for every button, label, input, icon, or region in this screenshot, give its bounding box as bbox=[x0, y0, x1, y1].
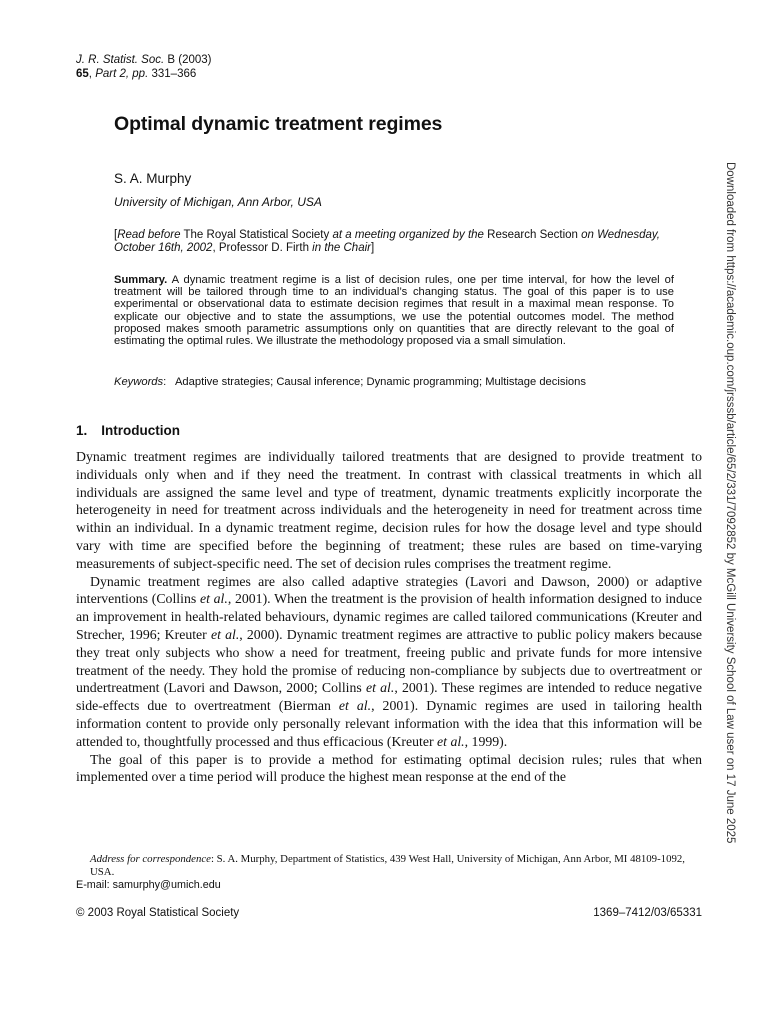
journal-pages: 331–366 bbox=[151, 68, 197, 80]
journal-volume: 65 bbox=[76, 68, 89, 80]
author-affiliation: University of Michigan, Ann Arbor, USA bbox=[114, 195, 322, 209]
journal-part: Part 2, bbox=[95, 68, 130, 80]
keywords bbox=[114, 376, 674, 389]
abstract bbox=[114, 274, 674, 347]
paragraph-3: The goal of this paper is to provide a method for estimating optimal decision rules; rules that when implemented over a time period will produce the highest mean response at the end of the bbox=[76, 751, 702, 785]
section-title: Introduction bbox=[101, 423, 180, 438]
footnote-email[interactable]: E-mail: samurphy@umich.edu bbox=[76, 878, 221, 891]
footnote-address bbox=[76, 853, 702, 879]
download-notice[interactable]: Downloaded from https://academic.oup.com/jrsssb/article/65/2/331/7092852 by McGill University School of Law user on 17 June 2025 bbox=[724, 162, 736, 844]
author-name: S. A. Murphy bbox=[114, 171, 192, 186]
correspondence-footnote bbox=[76, 853, 702, 891]
keywords-text: Adaptive strategies; Causal inference; Dynamic programming; Multistage decisions bbox=[174, 376, 586, 388]
meeting-organized: at a meeting organized by the bbox=[332, 229, 484, 241]
section-name: Research Section bbox=[487, 229, 578, 241]
bracket-open: [ bbox=[114, 229, 118, 241]
section-heading bbox=[76, 423, 194, 438]
footnote-label: Address for correspondence bbox=[90, 853, 211, 865]
p2-text-a: Dynamic treatment regimes are also called adaptive strategies (Lavori and Dawson, 2000) or adaptive interventions (Collins bbox=[76, 573, 702, 607]
p2-text-f: , 1999). bbox=[464, 733, 508, 749]
et-al: et al. bbox=[199, 591, 228, 607]
summary-label: Summary. bbox=[114, 274, 168, 286]
chair-name: , Professor D. Firth bbox=[212, 242, 309, 254]
society-name: The Royal Statistical Society bbox=[183, 229, 330, 241]
read-before-note bbox=[114, 229, 674, 255]
paper-title: Optimal dynamic treatment regimes bbox=[114, 113, 443, 135]
keywords-label: Keywords bbox=[114, 376, 164, 388]
read-before-label: Read before bbox=[117, 229, 181, 241]
et-al: et al. bbox=[210, 626, 240, 642]
journal-line-2: 65, Part 2, pp. 331–366 bbox=[76, 68, 197, 80]
copyright: © 2003 Royal Statistical Society bbox=[76, 907, 240, 919]
paragraph-2 bbox=[76, 573, 702, 751]
journal-pages-label: pp. bbox=[132, 68, 149, 80]
journal-line-1 bbox=[76, 53, 212, 67]
section-number: 1. bbox=[76, 423, 88, 438]
keywords-colon: : bbox=[163, 376, 167, 388]
issn: 1369–7412/03/65331 bbox=[593, 907, 702, 919]
p2-text-c: , 2000). Dynamic treatment regimes are attractive to public policy makers because they treat only subjects who show a need for treatment, freeing public and private funds for more intensive treatment of the needy. They hold the promise of reducing non-compliance by subjects due to overtreatment or undertreatment (Lavori and Dawson, 2000; Collins bbox=[76, 626, 702, 696]
p2-text-d: , 2001). These regimes are intended to reduce negative side-effects due to overtreatment (Bierman bbox=[76, 680, 702, 714]
meeting-date: on Wednesday, October 16th, 2002 bbox=[114, 229, 661, 254]
chair-label: in the Chair bbox=[312, 242, 371, 254]
et-al: et al. bbox=[365, 680, 395, 696]
journal-name: J. R. Statist. Soc. bbox=[76, 54, 165, 66]
journal-citation bbox=[76, 53, 212, 81]
paragraph-1: Dynamic treatment regimes are individually tailored treatments that are designed to provide treatment to individuals only when and if they need the treatment. In contrast with classical treatments in which all individuals are assigned the same level and type of treatment, dynamic treatments explicitly incorporate the heterogeneity in need for treatment across individuals and the heterogeneity in need for treatment across time within an individual. In a dynamic treatment regime, decision rules for how the dosage level and type should vary with time are specified before the beginning of treatment; these rules are based on time-varying measurements of subject-specific need. The set of decision rules comprises the treatment regime. bbox=[76, 449, 702, 571]
journal-series-year: B (2003) bbox=[167, 54, 212, 66]
summary-text: A dynamic treatment regime is a list of decision rules, one per time interval, for how the level of treatment will be tailored through time to an individual’s changing status. The goal of this paper is to use experimental or observational data to estimate decision regimes that result in a maximal mean response. To explicate our objective and to state the assumptions, we use the potential outcomes model. The method proposed makes smooth parametric assumptions only on quantities that are directly relevant to the goal of estimating the optimal rules. We illustrate the methodology proposed via a small simulation. bbox=[114, 274, 674, 348]
body-text bbox=[76, 448, 702, 786]
et-al: et al. bbox=[338, 698, 372, 714]
p2-text-e: , 2001). Dynamic regimes are used in tailoring health information content to provide only personally relevant information with the idea that this information will be attended to, thoughtfully processed and thus efficacious (Kreuter bbox=[76, 698, 702, 749]
bracket-close: ] bbox=[370, 242, 375, 254]
footnote-text: : S. A. Murphy, Department of Statistics, 439 West Hall, University of Michigan, Ann Arbor, MI 48109-1092, USA. bbox=[90, 853, 685, 878]
et-al: et al. bbox=[437, 733, 465, 749]
p2-text-b: , 2001). When the treatment is the provision of health information designed to induce an improvement in health-related behaviours, dynamic regimes are called tailored communications (Kreuter and Strecher, 1996; Kreuter bbox=[76, 591, 702, 642]
